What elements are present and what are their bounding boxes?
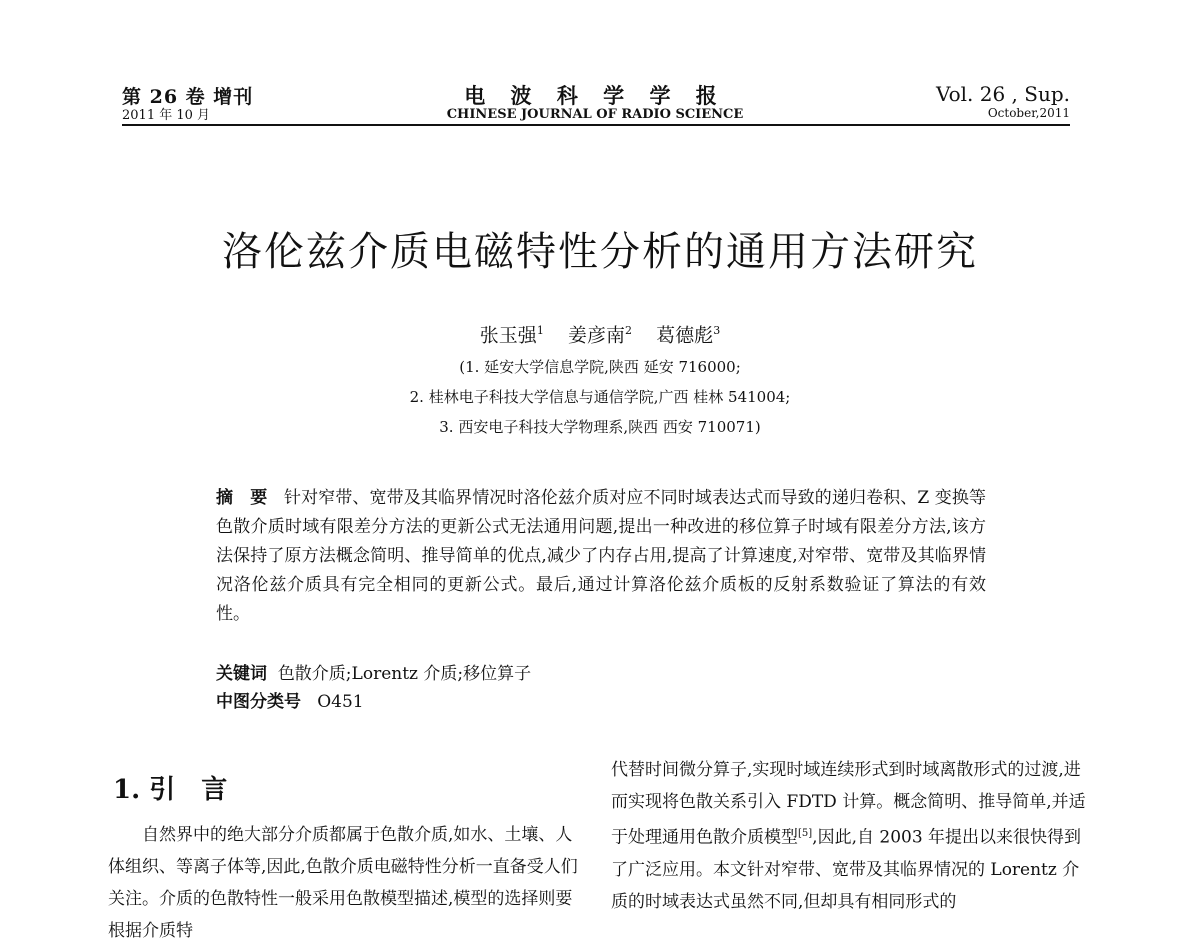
author-affil-mark: 1 — [536, 324, 544, 337]
section-title: 引 言 — [149, 775, 228, 805]
date-en: October,2011 — [987, 106, 1070, 120]
journal-title-en: CHINESE JOURNAL OF RADIO SCIENCE — [446, 107, 744, 122]
author-name: 姜彦南 — [567, 324, 625, 347]
classification-line — [216, 689, 364, 715]
header-center — [380, 84, 810, 123]
keywords-text: 色散介质;Lorentz 介质;移位算子 — [277, 664, 532, 684]
author-affil-mark: 2 — [625, 324, 632, 337]
abstract-label: 摘 要 — [216, 488, 268, 508]
citation-ref: [5] — [798, 828, 813, 839]
author-name: 张玉强 — [479, 324, 537, 347]
paper-title: 洛伦兹介质电磁特性分析的通用方法研究 — [222, 229, 978, 275]
affiliation-line: 2. 桂林电子科技大学信息与通信学院,广西 桂林 541004; — [409, 388, 791, 406]
body-text: ,因此,自 2003 年提出以来很快得到了广泛应用。本文针对窄带、宽带及其临界情况的 Lorentz 介质的时域表达式虽然不同,但却具有相同形式的 — [611, 827, 1082, 912]
body-column-left — [108, 819, 586, 947]
header-left — [122, 86, 253, 123]
keywords-label: 关键词 — [216, 664, 267, 684]
affiliation-line: (1. 延安大学信息学院,陕西 延安 716000; — [459, 358, 741, 376]
classification-code: O451 — [317, 692, 364, 712]
volume-cn: 第 26 卷 增刊 — [122, 86, 254, 108]
keywords-line — [216, 661, 531, 687]
abstract-text: 针对窄带、宽带及其临界情况时洛伦兹介质对应不同时域表达式而导致的递归卷积、Z 变换等色散介质时域有限差分方法的更新公式无法通用问题,提出一种改进的移位算子时域有限差分方法,该方法保持了原方法概念简明、推导简单的优点,减少了内存占用,提高了计算速度,对窄带、宽带及其临界情况洛伦兹介质具有完全相同的更新公式。最后,通过计算洛伦兹介质板的反射系数验证了算法的有效性。 — [216, 488, 987, 624]
author-affil-mark: 3 — [713, 324, 721, 337]
header-rule — [122, 124, 1070, 126]
affiliation-line: 3. 西安电子科技大学物理系,陕西 西安 710071) — [439, 418, 761, 436]
abstract-block — [216, 484, 986, 629]
body-paragraph — [611, 754, 1089, 918]
volume-en: Vol. 26 , Sup. — [935, 82, 1070, 106]
section-number: 1. — [113, 775, 141, 805]
classification-label: 中图分类号 — [216, 692, 301, 712]
body-paragraph: 自然界中的绝大部分介质都属于色散介质,如水、土壤、人体组织、等离子体等,因此,色散介质电磁特性分析一直备受人们关注。介质的色散特性一般采用色散模型描述,模型的选择则要根据介质特 — [108, 825, 578, 941]
section-heading — [113, 775, 227, 805]
header-right — [936, 82, 1070, 120]
author-name: 葛德彪 — [656, 324, 714, 347]
journal-title-cn: 电 波 科 学 学 报 — [464, 83, 726, 108]
body-text: 代替时间微分算子,实现时域连续形式到时域离散形式的过渡,进而实现将色散关系引入 FDTD 计算。概念简明、推导简单,并适于处理通用色散介质模型 — [611, 760, 1086, 848]
date-cn: 2011 年 10 月 — [122, 108, 211, 123]
author-list — [0, 318, 1200, 348]
body-column-right — [611, 754, 1089, 918]
